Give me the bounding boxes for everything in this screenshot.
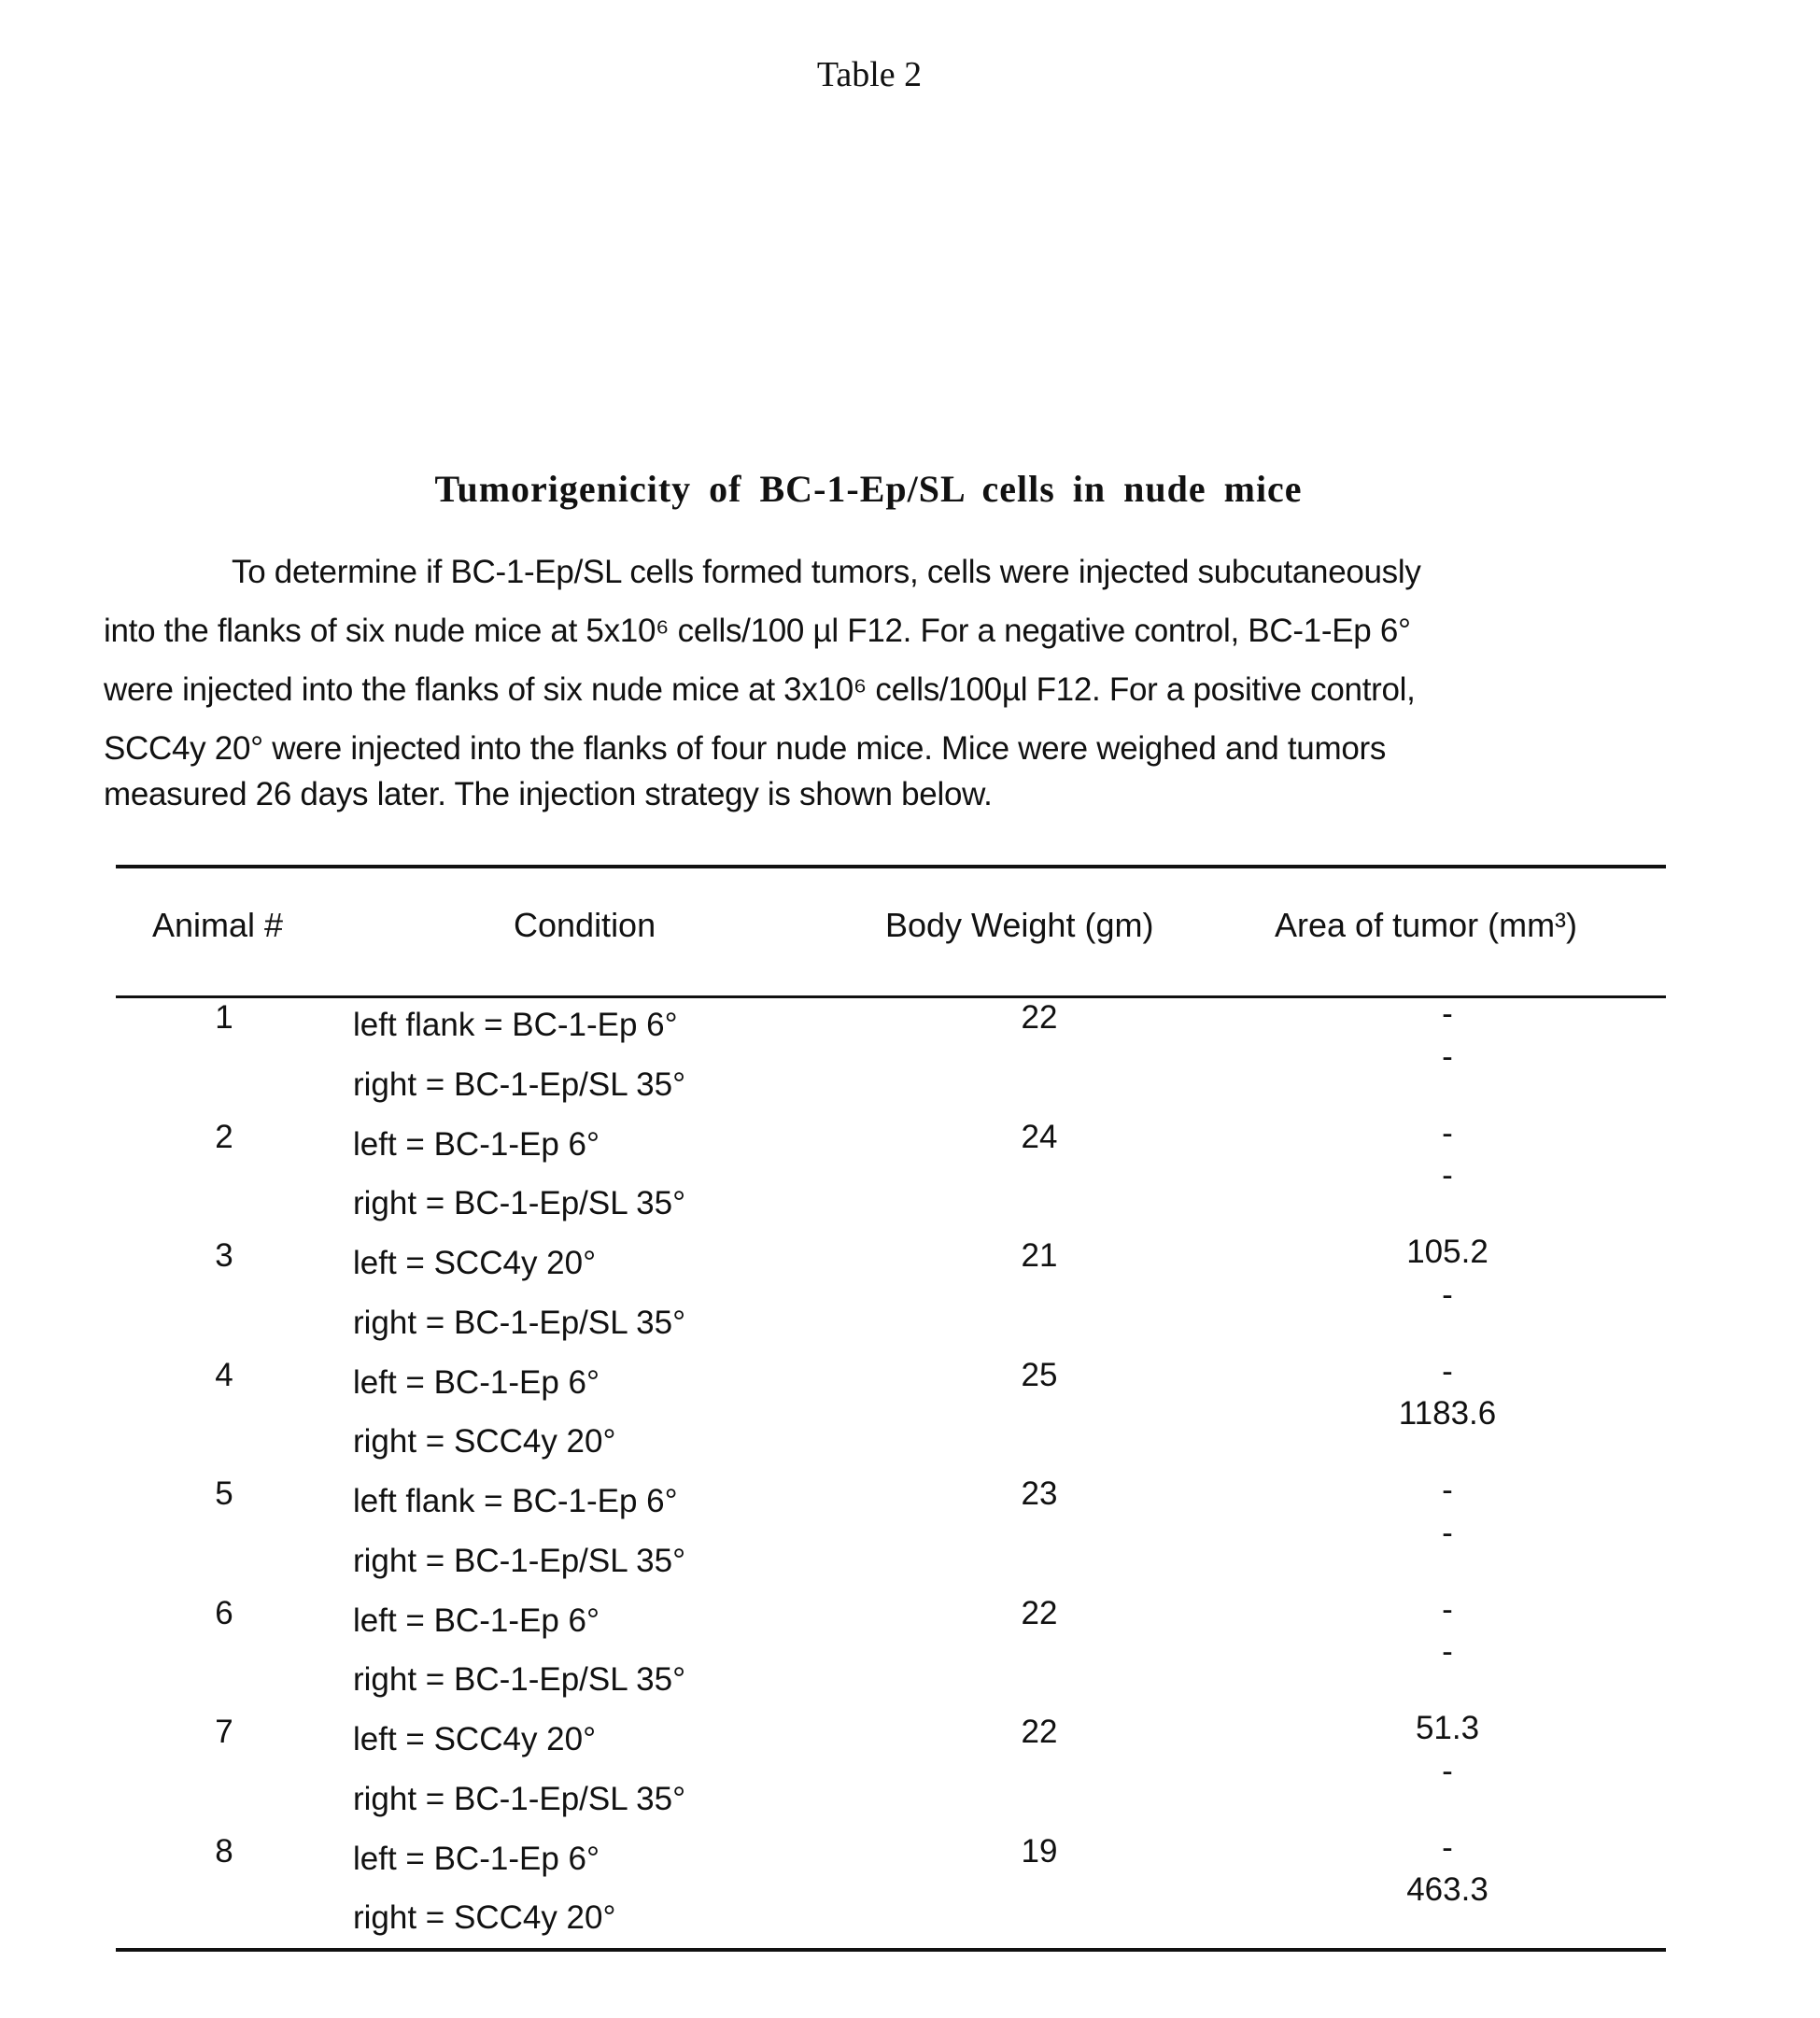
animal-number: 1 [168,999,280,1037]
body-weight: 24 [983,1119,1095,1156]
condition-right: right = BC-1-Ep/SL 35° [353,1781,685,1818]
tumor-area-right: - [1335,1633,1559,1671]
animal-number: 8 [168,1833,280,1870]
table-top-rule [116,865,1666,868]
condition-left: left = BC-1-Ep 6° [353,1602,600,1640]
tumor-area-right: 463.3 [1335,1871,1559,1909]
condition-left: left flank = BC-1-Ep 6° [353,1007,678,1044]
tumor-area-right: - [1335,1277,1559,1314]
body-weight: 19 [983,1833,1095,1870]
document-title: Table 2 [0,54,1739,95]
paragraph-line: into the flanks of six nude mice at 5x10⁶ cells/100 µl F12. For a negative control, BC-1-Ep 6° [104,613,1411,650]
animal-number: 6 [168,1595,280,1632]
condition-right: right = SCC4y 20° [353,1423,616,1461]
table-bottom-rule [116,1948,1666,1952]
body-weight: 22 [983,1595,1095,1632]
tumor-area-right: - [1335,1038,1559,1076]
animal-number: 7 [168,1714,280,1751]
body-weight: 21 [983,1237,1095,1275]
tumor-area-left: - [1335,1829,1559,1867]
tumor-area-right: - [1335,1753,1559,1790]
condition-right: right = BC-1-Ep/SL 35° [353,1185,685,1222]
tumor-area-right: 1183.6 [1335,1395,1559,1432]
tumor-area-left: - [1335,1353,1559,1390]
animal-number: 3 [168,1237,280,1275]
condition-left: left flank = BC-1-Ep 6° [353,1483,678,1520]
tumor-area-left: - [1335,995,1559,1033]
header-tumor-area: Area of tumor (mm³) [1275,906,1577,945]
condition-left: left = BC-1-Ep 6° [353,1841,600,1878]
condition-right: right = SCC4y 20° [353,1899,616,1937]
condition-left: left = SCC4y 20° [353,1721,596,1758]
condition-right: right = BC-1-Ep/SL 35° [353,1305,685,1342]
tumor-area-left: - [1335,1472,1559,1509]
condition-right: right = BC-1-Ep/SL 35° [353,1066,685,1104]
paragraph-line: measured 26 days later. The injection strategy is shown below. [104,776,993,813]
condition-left: left = BC-1-Ep 6° [353,1364,600,1402]
tumor-area-left: - [1335,1115,1559,1152]
condition-left: left = SCC4y 20° [353,1245,596,1282]
animal-number: 2 [168,1119,280,1156]
tumor-area-right: - [1335,1515,1559,1552]
paragraph-line: To determine if BC-1-Ep/SL cells formed tumors, cells were injected subcutaneously [232,554,1421,591]
condition-right: right = BC-1-Ep/SL 35° [353,1661,685,1699]
paragraph-line: were injected into the flanks of six nude mice at 3x10⁶ cells/100µl F12. For a positive control, [104,671,1416,709]
header-condition: Condition [514,906,656,945]
tumor-area-left: 105.2 [1335,1234,1559,1271]
table-heading: Tumorigenicity of BC-1-Ep/SL cells in nude mice [0,467,1737,511]
tumor-area-right: - [1335,1157,1559,1194]
body-weight: 23 [983,1475,1095,1513]
tumor-area-left: 51.3 [1335,1710,1559,1747]
body-weight: 22 [983,999,1095,1037]
header-animal: Animal # [152,906,283,945]
body-weight: 22 [983,1714,1095,1751]
condition-left: left = BC-1-Ep 6° [353,1126,600,1164]
animal-number: 5 [168,1475,280,1513]
condition-right: right = BC-1-Ep/SL 35° [353,1543,685,1580]
paragraph-line: SCC4y 20° were injected into the flanks of four nude mice. Mice were weighed and tumors [104,730,1386,768]
body-weight: 25 [983,1357,1095,1394]
animal-number: 4 [168,1357,280,1394]
tumor-area-left: - [1335,1591,1559,1629]
header-body-weight: Body Weight (gm) [885,906,1153,945]
